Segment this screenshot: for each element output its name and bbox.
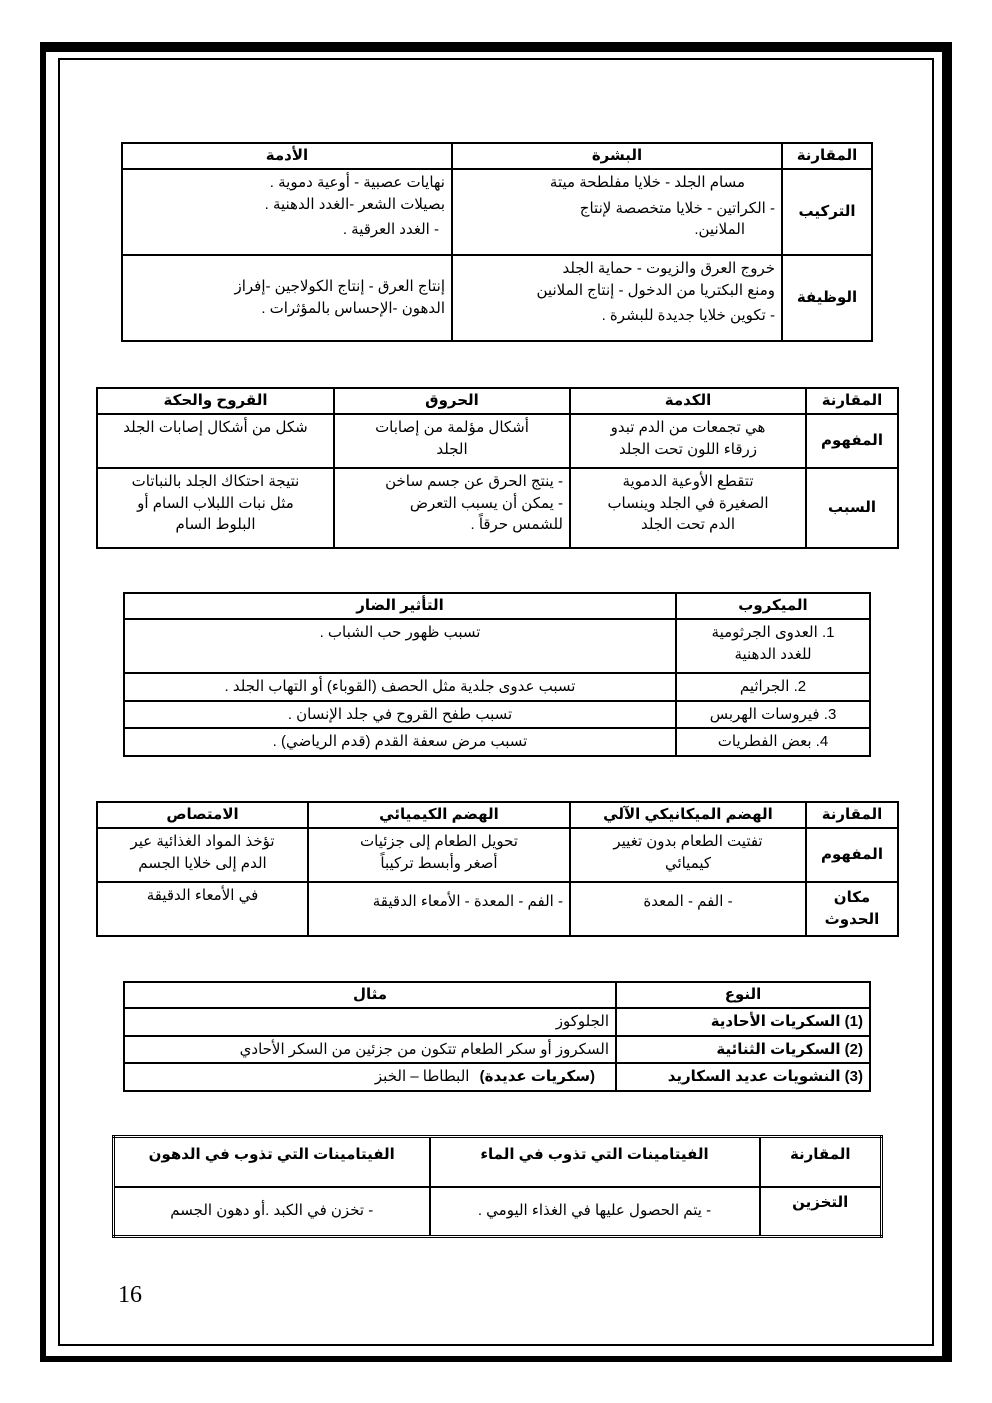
header-bruise: الكدمة [570,388,806,414]
cell-example [124,1063,616,1091]
cell-effect: تسبب مرض سعفة القدم (قدم الرياضي) . [124,728,676,756]
table-digestion [96,801,899,937]
table-skin-injuries [96,387,899,549]
header-sores-itching: القروح والحكة [97,388,334,414]
header-burns: الحروق [334,388,570,414]
table-header-row [114,1137,882,1187]
table-header-row [124,593,870,619]
cell-microbe: 2. الجراثيم [676,673,870,701]
cell-water-storage: - يتم الحصول عليها في الغذاء اليومي . [430,1187,760,1237]
table-row [122,255,872,341]
header-comparison: المقارنة [806,388,898,414]
cell-bruise-cause: تتقطع الأوعية الدموية الصغيرة في الجلد وينساب الدم تحت الجلد [570,468,806,548]
row-label-function: الوظيفة [782,255,872,341]
row-label-storage: التخزين [760,1187,882,1237]
cell-absorption-location: في الأمعاء الدقيقة [97,882,308,936]
cell-sores-concept: شكل من أشكال إصابات الجلد [97,414,334,468]
cell-microbe: 1. العدوى الجرثومية للغدد الدهنية [676,619,870,673]
table-row [97,468,898,548]
header-example: مثال [124,982,616,1008]
cell-burns-cause: - ينتج الحرق عن جسم ساخن - يمكن أن يسبب التعرض للشمس حرقاً . [334,468,570,548]
table-row [124,728,870,756]
header-microbe: الميكروب [676,593,870,619]
table-row [124,1063,870,1091]
table-row [124,1008,870,1036]
cell-example: السكروز أو سكر الطعام تتكون من جزئين من السكر الأحادي [124,1036,616,1064]
row-label-concept: المفهوم [806,828,898,882]
row-label-location: مكان الحدوث [806,882,898,936]
header-harmful-effect: التأثير الضار [124,593,676,619]
header-comparison: المقارنة [760,1137,882,1187]
cell-microbe: 4. بعض الفطريات [676,728,870,756]
cell-effect: تسبب ظهور حب الشباب . [124,619,676,673]
table-row [122,169,872,255]
header-fat-soluble: الفيتامينات التي تذوب في الدهون [114,1137,430,1187]
header-mechanical-digestion: الهضم الميكانيكي الآلي [570,802,806,828]
cell-example: الجلوكوز [124,1008,616,1036]
table-header-row [97,802,898,828]
header-epidermis: البشرة [452,143,782,169]
cell-type: (2) السكريات الثنائية [616,1036,870,1064]
cell-type: (3) النشويات عديد السكاريد [616,1063,870,1091]
cell-effect: تسبب طفح القروح في جلد الإنسان . [124,701,676,729]
table-row [124,701,870,729]
header-water-soluble: الفيتامينات التي تذوب في الماء [430,1137,760,1187]
cell-chemical-location: - الفم - المعدة - الأمعاء الدقيقة [308,882,570,936]
page-number: 16 [118,1282,142,1308]
example-text: البطاطا – الخبز [374,1068,470,1086]
table-vitamins [112,1135,883,1238]
table-skin-layers [121,142,873,342]
header-type: النوع [616,982,870,1008]
cell-type: (1) السكريات الأحادية [616,1008,870,1036]
cell-microbe: 3. فيروسات الهربس [676,701,870,729]
cell-epidermis-function: خروج العرق والزيوت - حماية الجلد ومنع البكتريا من الدخول - إنتاج الملانين - تكوين خلايا جديدة للبشرة . [452,255,782,341]
cell-chemical-concept: تحويل الطعام إلى جزئيات أصغر وأبسط تركيباً [308,828,570,882]
row-label-cause: السبب [806,468,898,548]
row-label-concept: المفهوم [806,414,898,468]
header-chemical-digestion: الهضم الكيميائي [308,802,570,828]
table-row [124,619,870,673]
cell-epidermis-structure: مسام الجلد - خلايا مفلطحة ميتة - الكراتين - خلايا متخصصة لإنتاج الملانين. [452,169,782,255]
table-row [124,673,870,701]
table-row [97,882,898,936]
table-sugars [123,981,871,1092]
table-header-row [97,388,898,414]
cell-effect: تسبب عدوى جلدية مثل الحصف (القوباء) أو التهاب الجلد . [124,673,676,701]
cell-dermis-structure: نهايات عصبية - أوعية دموية . بصيلات الشعر -الغدد الدهنية . - الغدد العرقية . [122,169,452,255]
table-microbes [123,592,871,757]
cell-mechanical-concept: تفتيت الطعام بدون تغيير كيميائي [570,828,806,882]
header-dermis: الأدمة [122,143,452,169]
header-comparison: المقارنة [782,143,872,169]
cell-dermis-function: إنتاج العرق - إنتاج الكولاجين -إفراز الدهون -الإحساس بالمؤثرات . [122,255,452,341]
cell-fat-storage: - تخزن في الكبد .أو دهون الجسم [114,1187,430,1237]
header-comparison: المقارنة [806,802,898,828]
cell-bruise-concept: هي تجمعات من الدم تبدو زرقاء اللون تحت الجلد [570,414,806,468]
example-note: (سكريات عديدة) [479,1068,595,1086]
row-label-structure: التركيب [782,169,872,255]
table-row [97,414,898,468]
table-row [124,1036,870,1064]
cell-mechanical-location: - الفم - المعدة [570,882,806,936]
cell-burns-concept: أشكال مؤلمة من إصابات الجلد [334,414,570,468]
table-row [114,1187,882,1237]
table-header-row [122,143,872,169]
cell-absorption-concept: تؤخذ المواد الغذائية عير الدم إلى خلايا الجسم [97,828,308,882]
table-row [97,828,898,882]
table-header-row [124,982,870,1008]
cell-sores-cause: نتيجة احتكاك الجلد بالنباتات مثل نبات اللبلاب السام أو البلوط السام [97,468,334,548]
header-absorption: الامتصاص [97,802,308,828]
